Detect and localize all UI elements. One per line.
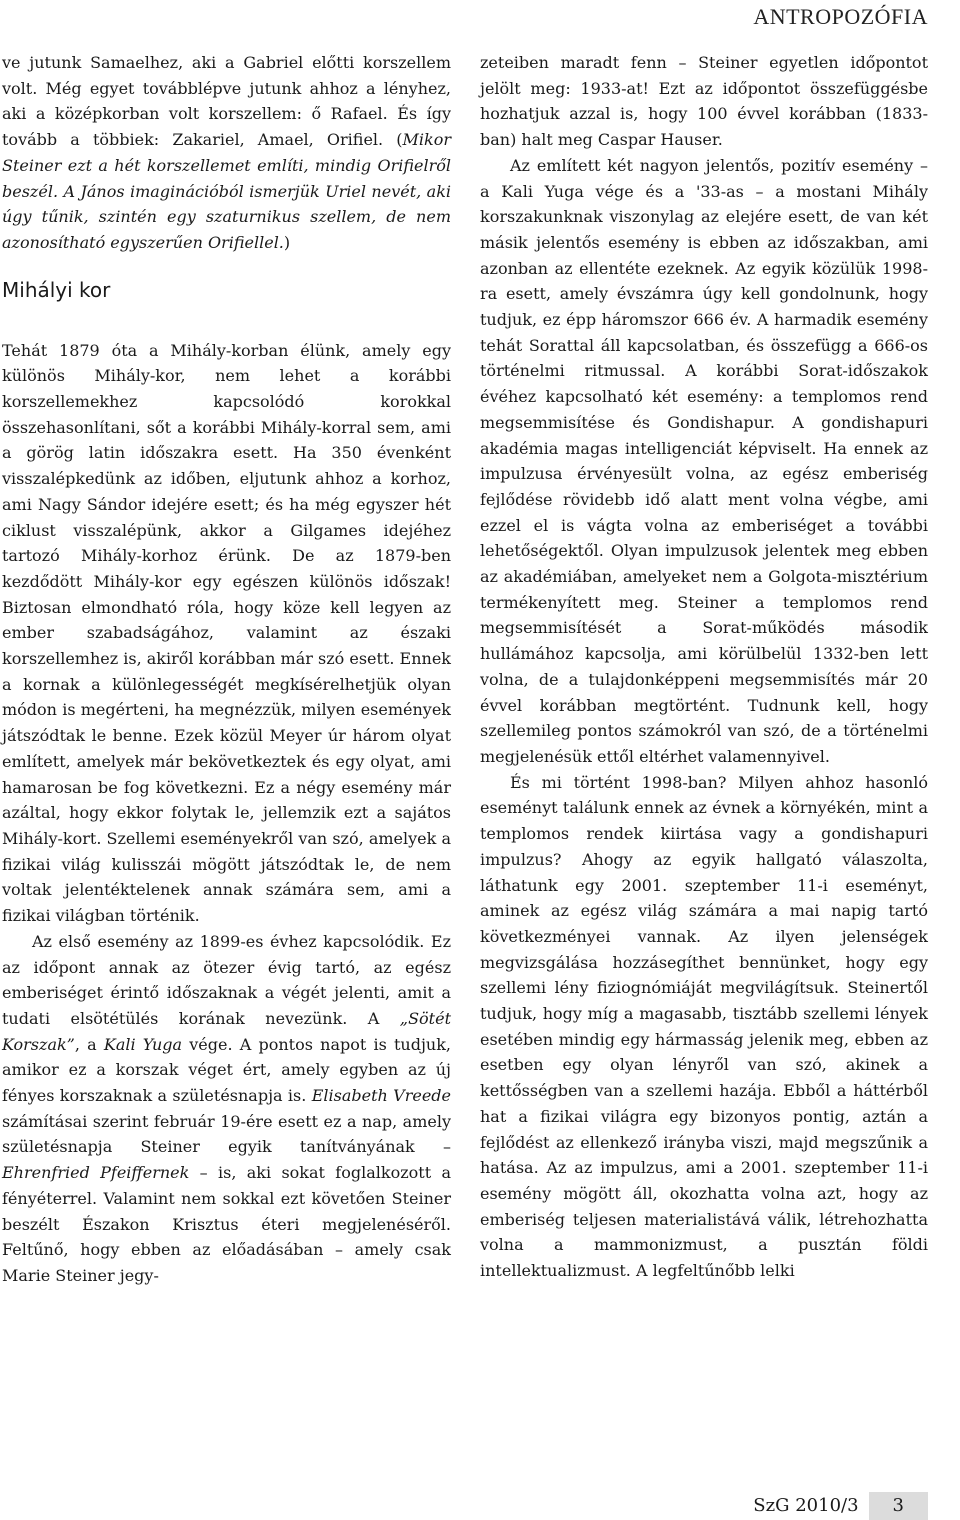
right-column — [480, 50, 928, 1284]
paragraph: Az első esemény az 1899-es évhez kapcsolódik. Ez az időpont annak az ötezer évig tartó, az egész emberiséget érintő időszaknak a végét jelenti, amit a tudati elsötétülés korának nevezünk. A „Sötét Korszak”, a Kali Yuga vége. A pontos napot is tudjuk, amikor ez a korszak véget ért, amely egyben az új fényes korszaknak a születésnapja is. Elisabeth Vreede számításai szerint február 19-ére esett ez a nap, amely születésnapja Steiner egyik tanítványának – Ehrenfried Pfeiffernek – is, aki sokat foglalkozott a fényéterrel. Valamint nem sokkal ezt követően Steiner beszélt Északon Krisztus éteri megjelenéséről. Feltűnő, hogy ebben az előadásában – amely csak Marie Steiner jegy- — [2, 931, 452, 1285]
section-heading: Mihályi kor — [2, 277, 111, 302]
journal-issue: SzG 2010/3 — [753, 1495, 859, 1516]
page-number: 3 — [869, 1492, 928, 1520]
paragraph: ve jutunk Samaelhez, aki a Gabriel előtti korszellem volt. Még egyet továbblépve jutunk ahhoz a lényhez, aki a középkorban volt korszellem: ő Rafael. És így tovább a többiek: Zakariel, Amael, Orifiel. (Mikor Steiner ezt a hét korszellemet említi, mindig Orifielről beszél. A János imaginációból ismerjük Uriel nevét, aki úgy tűnik, szintén egy szaturnikus szellem, de nem azonosítható egyszerűen Orifiellel.) — [2, 53, 451, 252]
paragraph: zeteiben maradt fenn – Steiner egyetlen időpontot jelölt meg: 1933-at! Ezt az időpontot összefüggésbe hozhatjuk azzal is, hogy 100 évvel korábban (1833-ban) halt meg Caspar Hauser. — [480, 53, 928, 150]
section-label: ANTROPOZÓFIA — [753, 4, 928, 29]
paragraph: Tehát 1879 óta a Mihály-korban élünk, amely egy különös Mihály-kor, nem lehet a korábbi korszellemekhez kapcsolódó korokkal összehasonlítani, sőt a korábbi Mihály-korral sem, ami a görög latin időszakra esett. Ha 350 évenként visszalépkedünk az időben, eljutunk ahhoz a korhoz, ami Nagy Sándor idejére esett; és ha még egyszer hét ciklust visszalépünk, akkor a Gilgames idejéhez tartozó Mihály-korhoz érünk. De az 1879-ben kezdődött Mihály-kor egy egészen különös időszak! Biztosan elmondható róla, hogy köze kell legyen az ember szabadságához, valamint az északi korszellemhez is, akiről korábban már szó esett. Ennek a kornak a különlegességét megkísérelhetjük olyan módon is megérteni, ha megnézzük, milyen események játszódtak le benne. Ezek közül Meyer úr három olyat említett, amelyek már bekövetkeztek és egy olyat, ami hamarosan be fog következni. Ez a négy esemény már azáltal, hogy ekkor folytak le, jellemzik ezt a sajátos Mihály-kort. Szellemi eseményekről van szó, amelyek a fizikai világ kulisszái mögött játszódtak le, de nem voltak jelentéktelenek annak számára sem, ami a fizikai világban történik. — [2, 340, 451, 926]
page-footer — [753, 1492, 928, 1520]
paragraph: És mi történt 1998-ban? Milyen ahhoz hasonló eseményt találunk ennek az évnek a környékén, mint a templomos rendek kiirtása vagy a gondishapuri impulzus? Ahogy az egyik hallgató válaszolta, láthatunk egy 2001. szeptember 11-i eseményt, aminek az egész világ számára a mai napig tartó következményei vannak. Az ilyen jelenségek megvizsgálása hozzásegíthet bennünket, hogy egy szellemi lény fiziognómiáját megvilágítsuk. Steinertől tudjuk, hogy míg a magasabb, tisztább szellemi lények esetében mindig egy hármasság jelenik meg, ebben az esetben egy olyan lényről van szó, akinek a kettősségben van a szellemi hazája. Ebből a háttérből hat a fizikai világra egy bizonyos pontig, aztán a fejlődést az ellenkező irányba viszi, majd megszűnik a hatása. Az az impulzus, ami a 2001. szeptember 11-i esemény mögött áll, okozhatta volna azt, hogy az emberiség teljesen materialistává válik, létrehozhatta volna a mammonizmust, a pusztán földi intellektualizmust. A legfeltűnőbb lelki — [480, 772, 928, 1281]
paragraph: Az említett két nagyon jelentős, pozitív esemény – a Kali Yuga vége és a '33-as – a mostani Mihály korszakunknak viszonylag az elejére esett, de van két másik jelentős esemény is ebben az időszakban, ami azonban az ellentéte ezeknek. Az egyik közülük 1998-ra esett, amely évszámra úgy kell gondolnunk, hogy tudjuk, ez épp háromszor 666 év. A harmadik esemény tehát Sorattal áll kapcsolatban, és összefügg a 666-os történelmi ritmussal. A korábbi Sorat-időszakok évéhez kapcsolható két esemény: a templomos rend megsemmisítése és Gondishapur. A gondishapuri akadémia magas intelligenciát képviselt. Ha ennek az impulzusa érvényesült volna, az egész emberiség fejlődése rövidebb idő alatt ment volna végbe, ami ezzel el is vágta volna az emberiséget a további lehetőségektől. Olyan impulzusok jelentek meg ebben az akadémiában, amelyeket nem a Golgota-misztérium termékenyített meg. Steiner a templomos rend megsemmisítését a Sorat-működés második hullámához kapcsolja, ami körülbelül 1332-ben lett volna, de a tulajdonképpeni megsemmisítés már 20 évvel korábban megtörtént. Tudnunk kell, hogy szellemileg pontos számokról van szó, de a történelmi megjelenésük ettől eltérhet valamennyivel. — [480, 155, 928, 766]
left-column — [2, 50, 451, 1289]
